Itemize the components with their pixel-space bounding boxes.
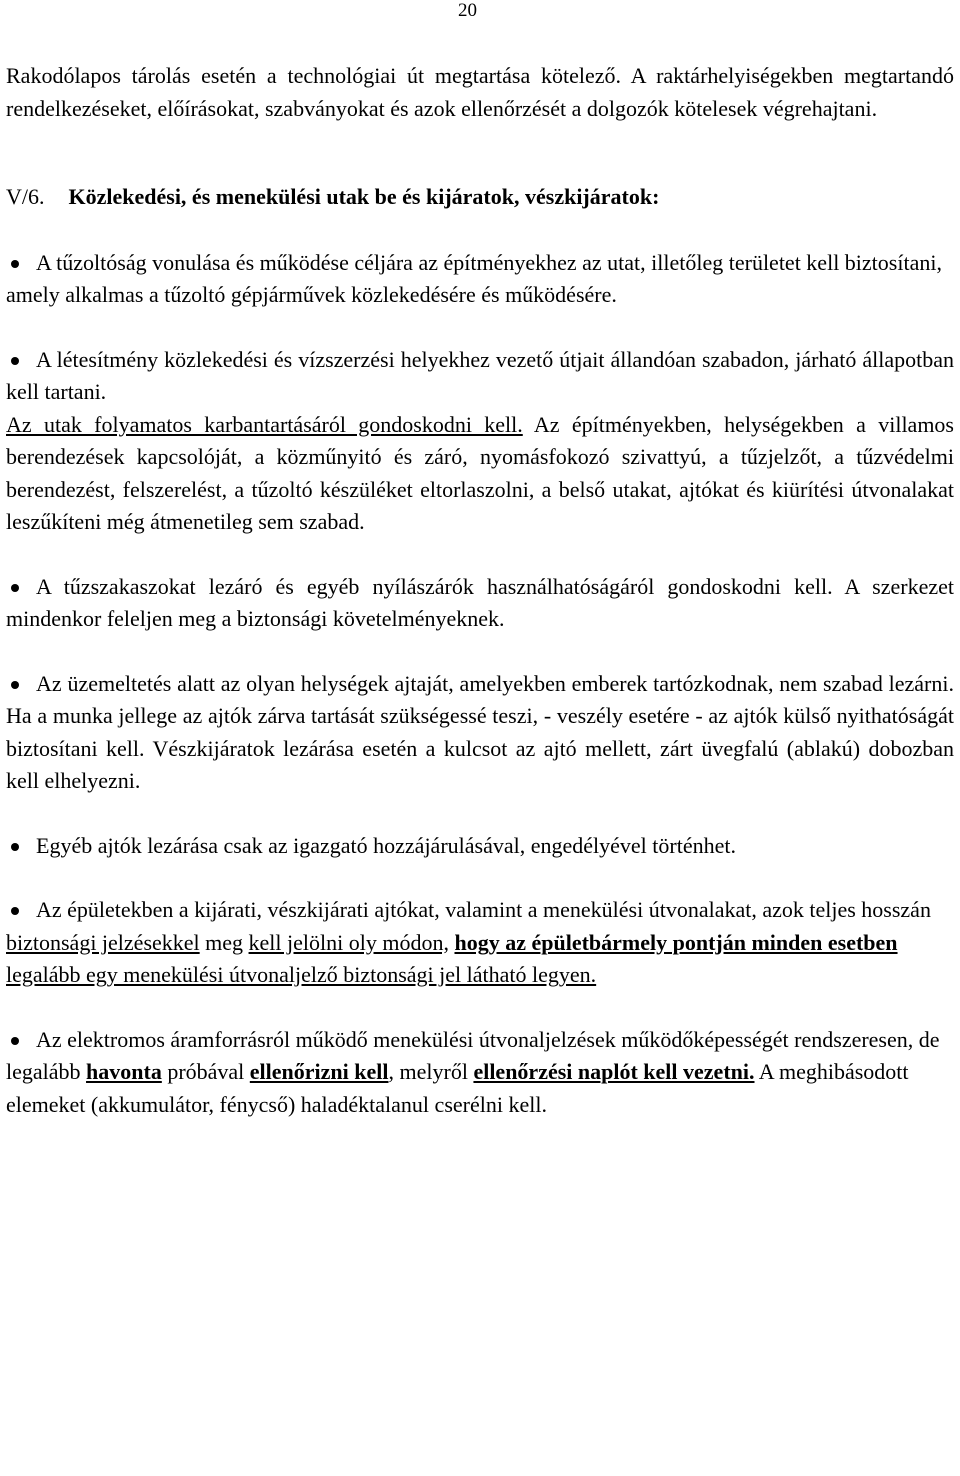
bullet-icon: [11, 907, 19, 915]
list-item: [6, 668, 954, 798]
bullet-icon: [11, 1037, 19, 1045]
list-item-text: Az üzemeltetés alatt az olyan helységek ajtaját, amelyekben emberek tartózkodnak, nem szabad lezárni. Ha a munka jellege az ajtók zárva tartását szükségessé teszi, - veszély esetére - az ajtók külső nyithatóságát biztosítani kell. Vészkijáratok lezárása esetén a kulcsot az ajtó mellett, zárt üvegfalú (ablakú) dobozban kell elhelyezni.: [6, 670, 954, 793]
list-item-text: Az épületekben a kijárati, vészkijárati ajtókat, valamint a menekülési útvonalakat, azok teljes hosszán biztonsági jelzésekkel meg kell jelölni oly módon, hogy az épületbármely pontján minden esetben legalább egy menekülési útvonaljelző biztonsági jel látható legyen.: [6, 897, 931, 987]
list-item: [6, 894, 954, 992]
bullet-icon: [11, 584, 19, 592]
list-item: [6, 571, 954, 636]
section-heading: [6, 181, 954, 214]
section-number: V/6.: [6, 184, 45, 209]
bullet-icon: [11, 681, 19, 689]
list-item-text: A tűzszakaszokat lezáró és egyéb nyílászárók használhatóságáról gondoskodni kell. A szerkezet mindenkor feleljen meg a biztonsági követelményeknek.: [6, 573, 954, 631]
list-item-text: Egyéb ajtók lezárása csak az igazgató hozzájárulásával, engedélyével történhet.: [36, 832, 736, 858]
list-item-text: A létesítmény közlekedési és vízszerzési helyekhez vezető útjait állandóan szabadon, járható állapotban kell tartani.: [6, 346, 954, 404]
page-number: 20: [458, 0, 477, 21]
document-page: [6, 60, 954, 1153]
bullet-icon: [11, 843, 19, 851]
list-item: [6, 830, 954, 863]
list-item-text: A tűzoltóság vonulása és működése céljára az építményekhez az utat, illetőleg területet kell biztosítani, amely alkalmas a tűzoltó gépjárművek közlekedésére és működésére.: [6, 249, 942, 307]
list-item: [6, 247, 954, 312]
list-item-text: Az elektromos áramforrásról működő menekülési útvonaljelzések működőképességét rendszeresen, de legalább havonta próbával ellenőrizni kell, melyről ellenőrzési naplót kell vezetni. A meghibásodott elemeket (akkumulátor, fénycső) haladéktalanul cserélni kell.: [6, 1026, 940, 1117]
section-title: Közlekedési, és menekülési utak be és kijáratok, vészkijáratok:: [68, 184, 660, 209]
list-item: [6, 344, 954, 539]
bullet-icon: [11, 357, 19, 365]
list-item-continuation: Az utak folyamatos karbantartásáról gondoskodni kell. Az építményekben, helységekben a villamos berendezések kapcsolóját, a közműnyitó és záró, nyomásfokozó szivattyú, a tűzjelzőt, a tűzvédelmi berendezést, felszerelést, a tűzoltó készüléket eltorlaszolni, a belső utakat, ajtókat és kiürítési útvonalakat leszűkíteni még átmenetileg sem szabad.: [6, 411, 954, 534]
bullet-icon: [11, 260, 19, 268]
list-item: [6, 1024, 954, 1122]
underlined-text: Az utak folyamatos karbantartásáról gondoskodni kell.: [6, 411, 523, 437]
intro-paragraph: Rakodólapos tárolás esetén a technológiai út megtartása kötelező. A raktárhelyiségekben megtartandó rendelkezéseket, előírásokat, szabványokat és azok ellenőrzését a dolgozók kötelesek végrehajtani.: [6, 63, 954, 121]
